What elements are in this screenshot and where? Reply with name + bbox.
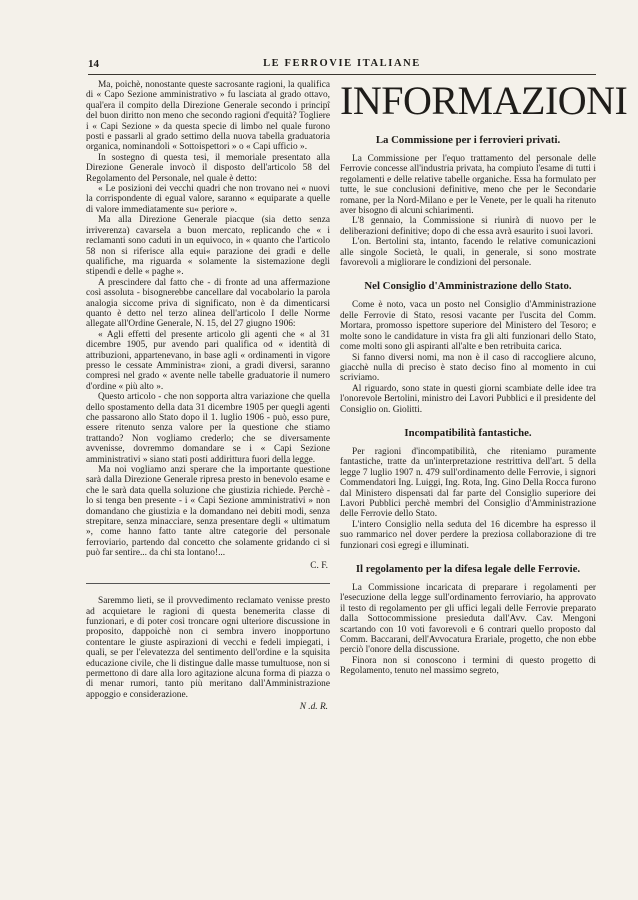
page-number: 14 — [88, 58, 99, 70]
page-header — [88, 58, 596, 75]
paragraph: Ma alla Direzione Generale piacque (sia detto senza irriverenza) cavarsela a buon mercato, replicando che « i reclamanti sono caduti in un equivoco, in « quanto che l'articolo 58 non si riferisce alla equi« parazione dei gradi e delle qualifiche, ma riguarda « solamente la sistemazione degli stipendi e delle « paghe ». — [86, 215, 330, 278]
running-title: LE FERROVIE ITALIANE — [263, 58, 421, 69]
paragraph: Questo articolo - che non sopporta altra variazione che quella dello spostamento della data 31 dicembre 1905 per quegli agenti che passarono allo Stato dopo il 1. luglio 1906 - può, esso pure, essere ritenuto senza valore per la questione che stiamo trattando? Non vogliamo crederlo; che se diversamente avvenisse, dovremmo domandare se i « Capi Sezione amministrativi » siano stati posti addirittura fuori della legge. — [86, 392, 330, 465]
left-column — [86, 80, 330, 713]
paragraph: L'intero Consiglio nella seduta del 16 dicembre ha espresso il suo rammarico nel dover perdere la preziosa collaborazione di tre funzionari così egregi e illuminati. — [340, 519, 596, 551]
paragraph: Per ragioni d'incompatibilità, che riteniamo puramente fantastiche, tratte da un'interpretazione restrittiva dell'art. 5 della legge 7 luglio 1907 n. 479 sull'ordinamento delle Ferrovie, i signori Commendatori Ing. Luiggi, Ing. Rota, Ing. Gino Della Rocca furono dal Ministero dispensati dal far parte del Consiglio superiore dei Lavori Pubblici perchè membri del Consiglio d'Amministrazione delle Ferrovie dello Stato. — [340, 446, 596, 520]
quote-paragraph: « Le posizioni dei vecchi quadri che non trovano nei « nuovi la corrispondente di egual valore, saranno « equiparate a quelle di valore immediatamente su« periore ». — [86, 184, 330, 215]
editor-signature: N .d. R. — [299, 702, 328, 713]
article-title: Nel Consiglio d'Amministrazione dello Stato. — [364, 280, 572, 293]
section-title: INFORMAZIONI — [340, 78, 628, 123]
editor-note: Saremmo lieti, se il provvedimento reclamato venisse presto ad acquietare le ragioni di questa benemerita classe di funzionari, e di poter così troncare ogni ulteriore discussione in proposito, dappoichè non ci sembra invero inopportuno contentare le giuste aspirazioni di vecchi e fedeli impiegati, i quali, se per l'elevatezza del sentimento dell'ordine e la squisita educazione civile, che li distingue dalle masse tumultuose, non si permettono di dare alla loro agitazione alcuna forma di piazza o di menar rumori, tanto più meritano dall'Amministrazione appoggio e considerazione. — [86, 596, 330, 700]
article-title: La Commissione per i ferrovieri privati. — [375, 134, 561, 146]
paragraph: Al riguardo, sono state in questi giorni scambiate delle idee tra l'onorevole Bertolini, ministro dei Lavori Pubblici e il presidente del Consiglio on. Giolitti. — [340, 383, 596, 415]
paragraph: L'8 gennaio, la Commissione si riunirà di nuovo per le deliberazioni definitive; dopo di che essa avrà esaurito i suoi lavori. — [340, 216, 596, 237]
paragraph: La Commissione incaricata di preparare i regolamenti per l'esecuzione della legge sull'ordinamento ferroviario, ha approvato il testo di regolamento per gli uffici legali delle Ferrovie preparato dalla Sottocommissione presieduta dall'Avv. Cav. Mengoni scartando con 10 voti favorevoli e 6 contrari quello proposto dal Comm. Baccarani, dell'Avvocatura Erariale, progetto, che non ebbe perciò l'onore della discussione. — [340, 583, 596, 656]
paragraph: Si fanno diversi nomi, ma non è il caso di raccogliere alcuno, giacchè nulla di preciso è stato deciso fino al momento in cui scriviamo. — [340, 352, 596, 384]
paragraph: Ma noi vogliamo anzi sperare che la importante questione sarà dalla Direzione Generale ripresa presto in benevolo esame e che le sarà data quella soluzione che giustizia richiede. Perchè - lo si tenga ben presente - i « Capi Sezione amministrativi » non domandano che giustizia e la domandano nei debiti modi, senza strepitare, senza minacciare, senza presentare degli « ultimatum », come hanno fatto tante altre categorie del personale ferroviario, partendo dal concetto che solamente gridando ci si può far sentire... da chi sta lontano!... — [86, 465, 330, 559]
article-title: Il regolamento per la difesa legale delle Ferrovie. — [355, 563, 581, 575]
right-column — [340, 78, 628, 677]
article-title: Incompatibilità fantastiche. — [404, 426, 532, 439]
paragraph: La Commissione per l'equo trattamento del personale delle Ferrovie concesse all'industria privata, ha compiuto l'esame di tutti i regolamenti e delle relative tabelle organiche. Essa ha formulato per tutte, le sue conclusioni definitive, meno che per le Secondarie romane, per la Nord-Milano e per le Venete, per le quali ha ritenuto aver bisogno di alcuni schiarimenti. — [340, 154, 596, 217]
paragraph: Ma, poichè, nonostante queste sacrosante ragioni, la qualifica di « Capo Sezione amministrativo » fu lasciata al grado ottavo, qual'era il compito della Direzione Generale secondo i principî del buon diritto non meno che secondo ragioni d'equità? Togliere i « Capi Sezione » da questa specie di limbo nel quale furono posti e passarli al grado settimo della nuova tabella graduatoria organica, nominandoli « Sottoispettori » o « Capi ufficio ». — [86, 80, 330, 153]
paragraph: In sostegno di questa tesi, il memoriale presentato alla Direzione Generale invocò il disposto dell'articolo 58 del Regolamento del Personale, nel quale è detto: — [86, 152, 330, 184]
paragraph: Come è noto, vaca un posto nel Consiglio d'Amministrazione delle Ferrovie di Stato, resosi vacante per l'uscita del Comm. Mortara, promosso ispettore superiore del Ministero del Tesoro; e molte sono le candidature in vista fra gli alti funzionari dello Stato, come molti sono gli aspiranti all'alte e ben retribuita carica. — [340, 300, 596, 353]
paragraph: Finora non si conoscono i termini di questo progetto di Regolamento, tenuto nel massimo segreto, — [340, 655, 596, 677]
column-divider — [86, 583, 330, 584]
paragraph: L'on. Bertolini sta, intanto, facendo le relative comunicazioni alle singole Società, le quali, in generale, si sono mostrate favorevoli a migliorare le condizioni del personale. — [340, 237, 596, 269]
quote-paragraph: « Agli effetti del presente articolo gli agenti che « al 31 dicembre 1905, pur avendo pari qualifica od « identità di attribuzioni, appartenevano, in base agli « ordinamenti in vigore presso le cessate Amministra« zioni, a gradi diversi, saranno compresi nel grado « avente nelle tabelle graduatorie il numero d'ordine « più alto ». — [86, 329, 330, 392]
author-signature: C. F. — [310, 560, 328, 571]
paragraph: A prescindere dal fatto che - di fronte ad una affermazione così assoluta - bisognerebbe cancellare dal vocabolario la parola analogia siccome priva di significato, non è da dimenticarsi quanto è detto nel terzo alinea dell'articolo I delle Norme allegate all'Ordine Generale, N. 15, del 27 giugno 1906: — [86, 277, 330, 330]
